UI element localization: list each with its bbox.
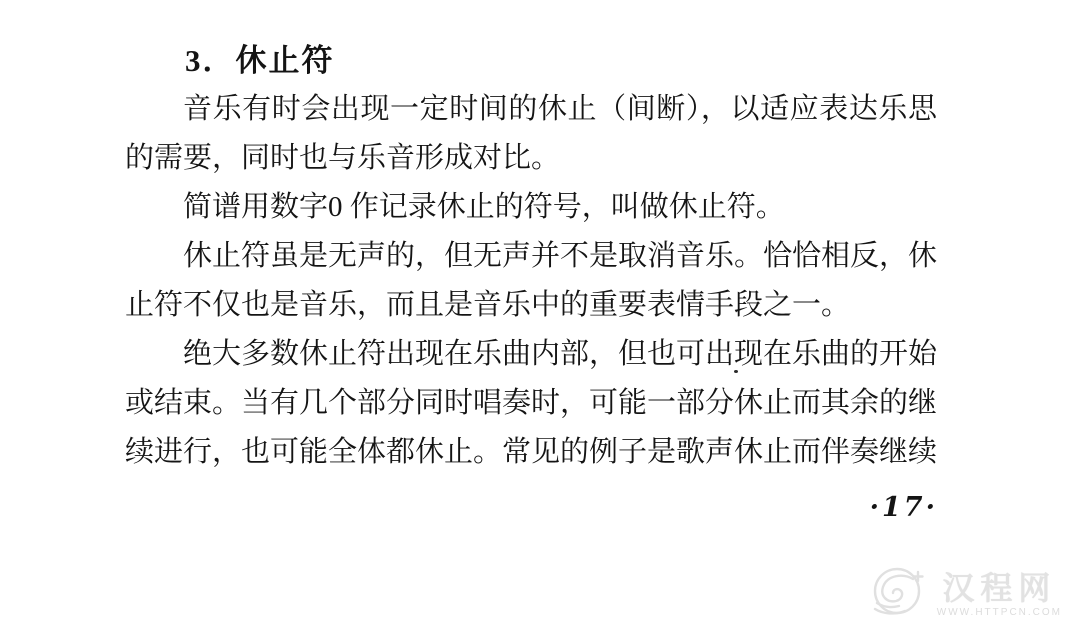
- text-block: [125, 36, 937, 477]
- scan-speckle: [734, 370, 738, 373]
- body-line: 绝大多数休止符出现在乐曲内部，但也可出现在乐曲的开始: [183, 338, 937, 370]
- body-line: 音乐有时会出现一定时间的休止（间断），以适应表达乐思: [183, 93, 937, 125]
- body-line: 止符不仅也是音乐，而且是音乐中的重要表情手段之一。: [125, 289, 851, 321]
- watermark-site-url: WWW.HTTPCN.COM: [936, 606, 1062, 618]
- watermark-text: [936, 569, 1062, 618]
- watermark-site-name: 汉程网: [942, 569, 1057, 606]
- body-line: 休止符虽是无声的，但无声并不是取消音乐。恰恰相反，休: [183, 240, 937, 272]
- body-line: 或结束。当有几个部分同时唱奏时，可能一部分休止而其余的继: [125, 387, 937, 419]
- section-heading: 3．休止符: [185, 43, 335, 78]
- body-line: 续进行，也可能全体都休止。常见的例子是歌声休止而伴奏继续: [125, 436, 937, 468]
- body-line: 简谱用数字0 作记录休止的符号，叫做休止符。: [183, 191, 785, 223]
- watermark: [869, 563, 1062, 626]
- page-number: ·17·: [869, 492, 938, 523]
- dragon-swirl-logo-icon: [869, 563, 931, 626]
- body-line: 的需要，同时也与乐音形成对比。: [125, 142, 561, 174]
